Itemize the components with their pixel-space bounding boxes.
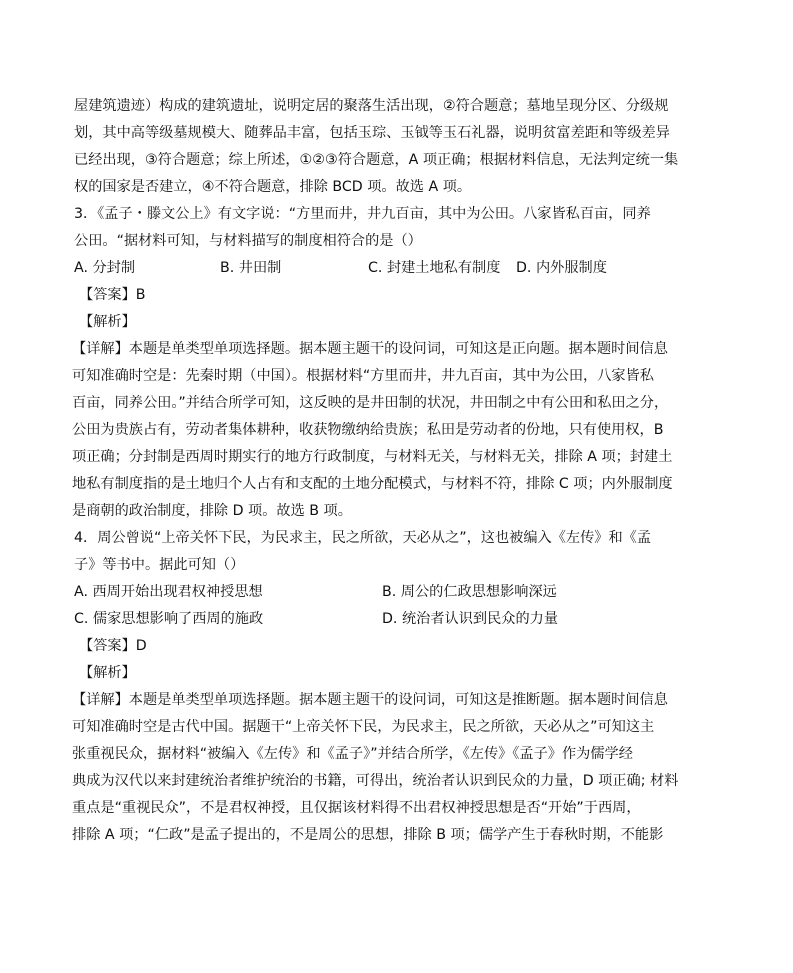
text-line: 公田为贵族占有，劳动者集体耕种，收获物缴纳给贵族；私田是劳动者的份地，只有使用权，B [72,422,664,438]
previous-question-explanation [74,93,679,201]
text-line: 已经出现，③符合题意；综上所述，①②③符合题意，A 项正确；根据材料信息，无法判定统一集 [74,152,679,168]
option-c: C. 封建土地私有制度 [368,260,501,276]
text-line: 百亩，同养公田。”并结合所学可知，这反映的是井田制的状况，井田制之中有公田和私田之分， [72,395,669,411]
question-options [74,579,668,606]
answer-label: 【答案】D [79,638,147,654]
option-a: A. 西周开始出现君权神授思想 [74,584,263,600]
text-line: 排除 A 项；“仁政”是孟子提出的，不是周公的思想，排除 B 项；儒学产生于春秋时期，不能影 [72,827,664,843]
text-line: 可知准确时空是：先秦时期（中国）。根据材料“方里而井，井九百亩，其中为公田，八家皆私 [72,368,654,384]
question-options [74,606,668,633]
question-stem-line: 3．《孟子・滕文公上》有文字说：“方里而井，井九百亩，其中为公田。八家皆私百亩，同养 [74,206,651,222]
option-d: D. 内外服制度 [516,260,607,276]
question-options [74,255,668,282]
text-line: 屋建筑遗迹）构成的建筑遗址，说明定居的聚落生活出现，②符合题意；墓地呈现分区、分级规 [74,98,669,114]
question-stem-line: 公田。“据材料可知，与材料描写的制度相符合的是（） [74,233,422,249]
answer-label: 【答案】B [79,287,146,303]
detailed-explanation [72,336,673,525]
text-line: 可知准确时空是古代中国。据题干“上帝关怀下民，为民求主，民之所欲，天必从之”可知这主 [72,719,655,735]
question-stem-line: 子》等书中。据此可知（） [74,557,245,573]
option-c: C. 儒家思想影响了西周的施政 [74,611,264,627]
text-line: 【详解】本题是单类型单项选择题。据本题主题干的设问词，可知这是正向题。据本题时间信息 [72,341,668,357]
option-a: A. 分封制 [74,260,136,276]
question-4 [72,525,679,849]
option-b: B. 井田制 [220,260,282,276]
option-b: B. 周公的仁政思想影响深远 [382,584,557,600]
text-line: 【详解】本题是单类型单项选择题。据本题主题干的设问词，可知这是推断题。据本题时间信息 [72,692,668,708]
text-line: 项正确；分封制是西周时期实行的地方行政制度，与材料无关，与材料无关，排除 A 项；封建土 [72,449,673,465]
question-3 [72,201,673,525]
text-line: 地私有制度指的是土地归个人占有和支配的土地分配模式，与材料不符，排除 C 项；内外服制度 [72,476,673,492]
text-line: 划，其中高等级墓规模大、随葬品丰富，包括玉琮、玉钺等玉石礼器，说明贫富差距和等级差异 [74,125,670,141]
analysis-label: 【解析】 [79,314,136,330]
text-line: 权的国家是否建立，④不符合题意，排除 BCD 项。故选 A 项。 [74,179,472,195]
detailed-explanation [72,687,679,849]
text-line: 是商朝的政治制度，排除 D 项。故选 B 项。 [72,503,352,519]
text-line: 典成为汉代以来封建统治者维护统治的书籍，可得出，统治者认识到民众的力量，D 项正确; 材料 [72,773,679,789]
text-line: 张重视民众，据材料“被编入《左传》和《孟子》”并结合所学，《左传》《孟子》作为儒学经 [72,746,633,762]
document-body [72,93,679,849]
analysis-label: 【解析】 [79,665,136,681]
question-stem-line: 4．周公曾说“上帝关怀下民，为民求主，民之所欲，天必从之”，这也被编入《左传》和《孟 [74,530,652,546]
text-line: 重点是“重视民众”，不是君权神授，且仅据该材料得不出君权神授思想是否“开始”于西周， [72,800,641,816]
option-d: D. 统治者认识到民众的力量 [382,611,559,627]
